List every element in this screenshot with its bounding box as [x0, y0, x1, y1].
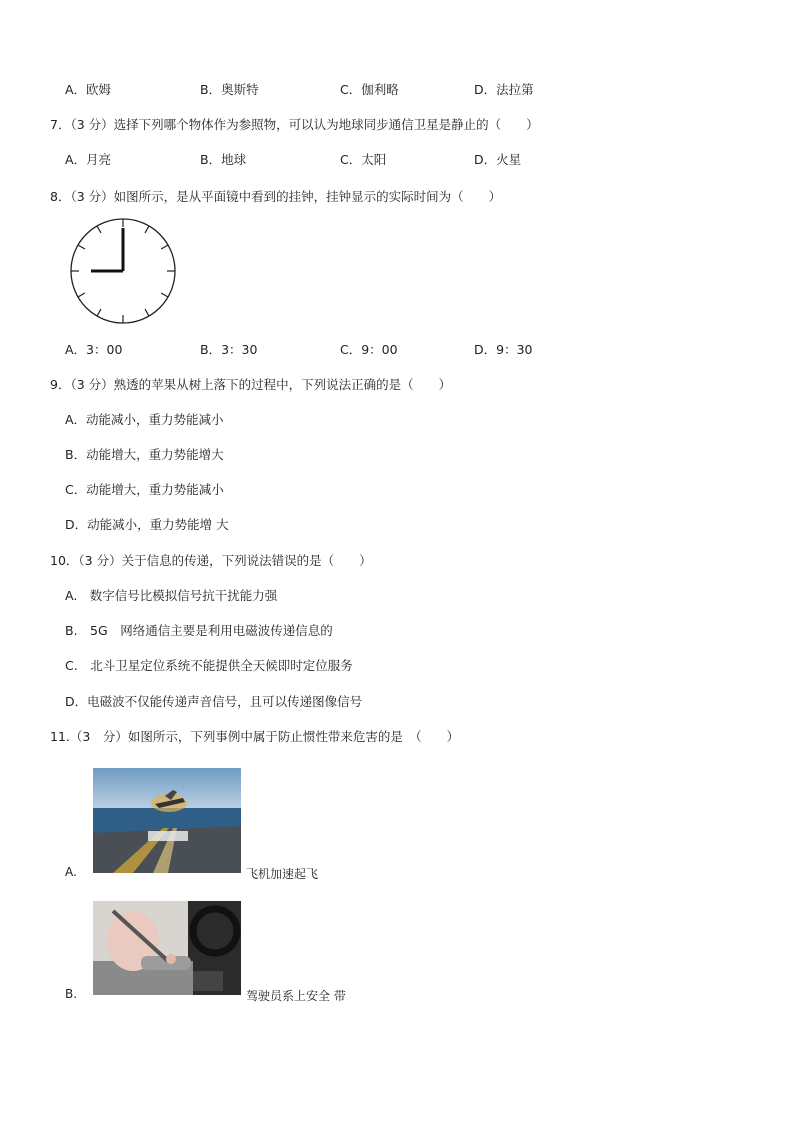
clock-tick	[161, 245, 168, 249]
q8-option-a[interactable]: A．3：00	[65, 342, 123, 357]
q10-stem: 10．（3 分）关于信息的传递，下列说法错误的是（ ）	[50, 553, 372, 568]
q11-option-b-caption: 驾驶员系上安全 带	[246, 989, 346, 1003]
clock-tick	[78, 293, 85, 297]
q11-stem: 11.（3 分）如图所示，下列事例中属于防止惯性带来危害的是 （ ）	[50, 729, 460, 744]
q6-option-b[interactable]: B．奥斯特	[200, 82, 259, 97]
q9-option-b[interactable]: B．动能增大，重力势能增大	[65, 447, 224, 462]
q9-option-a[interactable]: A．动能减小，重力势能减小	[65, 412, 224, 427]
q8-option-b[interactable]: B．3：30	[200, 342, 258, 357]
q10-option-b[interactable]: B. 5G 网络通信主要是利用电磁波传递信息的	[65, 623, 333, 638]
q9-option-d[interactable]: D．动能减小，重力势能增 大	[65, 517, 229, 532]
q9-stem: 9．（3 分）熟透的苹果从树上落下的过程中，下列说法正确的是（ ）	[50, 377, 452, 392]
q11-option-b-letter[interactable]: B.	[65, 987, 78, 1001]
aircraft-takeoff-photo	[93, 768, 241, 873]
q11-option-a-letter[interactable]: A.	[65, 865, 77, 879]
q11-option-a-caption: 飞机加速起飞	[246, 867, 319, 881]
q8-option-d[interactable]: D．9：30	[474, 342, 533, 357]
q7-option-c[interactable]: C．太阳	[340, 152, 387, 167]
q10-option-c[interactable]: C. 北斗卫星定位系统不能提供全天候即时定位服务	[65, 658, 353, 673]
seatbelt-driver-photo	[93, 901, 241, 995]
clock-tick	[97, 226, 101, 233]
clock-tick	[97, 309, 101, 316]
mirror-clock-figure	[68, 216, 178, 326]
q7-option-b[interactable]: B．地球	[200, 152, 247, 167]
q10-option-d[interactable]: D．电磁波不仅能传递声音信号，且可以传递图像信号	[65, 694, 363, 709]
clock-tick	[145, 226, 149, 233]
q10-option-a[interactable]: A. 数字信号比模拟信号抗干扰能力强	[65, 588, 278, 603]
q7-stem: 7．（3 分）选择下列哪个物体作为参照物，可以认为地球同步通信卫星是静止的（ ）	[50, 117, 539, 132]
q6-option-a[interactable]: A．欧姆	[65, 82, 112, 97]
q9-option-c[interactable]: C．动能增大，重力势能减小	[65, 482, 224, 497]
q7-option-d[interactable]: D．火星	[474, 152, 522, 167]
q6-option-c[interactable]: C．伽利略	[340, 82, 399, 97]
clock-tick	[78, 245, 85, 249]
q8-option-c[interactable]: C．9：00	[340, 342, 398, 357]
q7-option-a[interactable]: A．月亮	[65, 152, 112, 167]
q8-stem: 8．（3 分）如图所示，是从平面镜中看到的挂钟，挂钟显示的实际时间为（ ）	[50, 189, 502, 204]
clock-tick	[145, 309, 149, 316]
clock-tick	[161, 293, 168, 297]
q6-option-d[interactable]: D．法拉第	[474, 82, 534, 97]
